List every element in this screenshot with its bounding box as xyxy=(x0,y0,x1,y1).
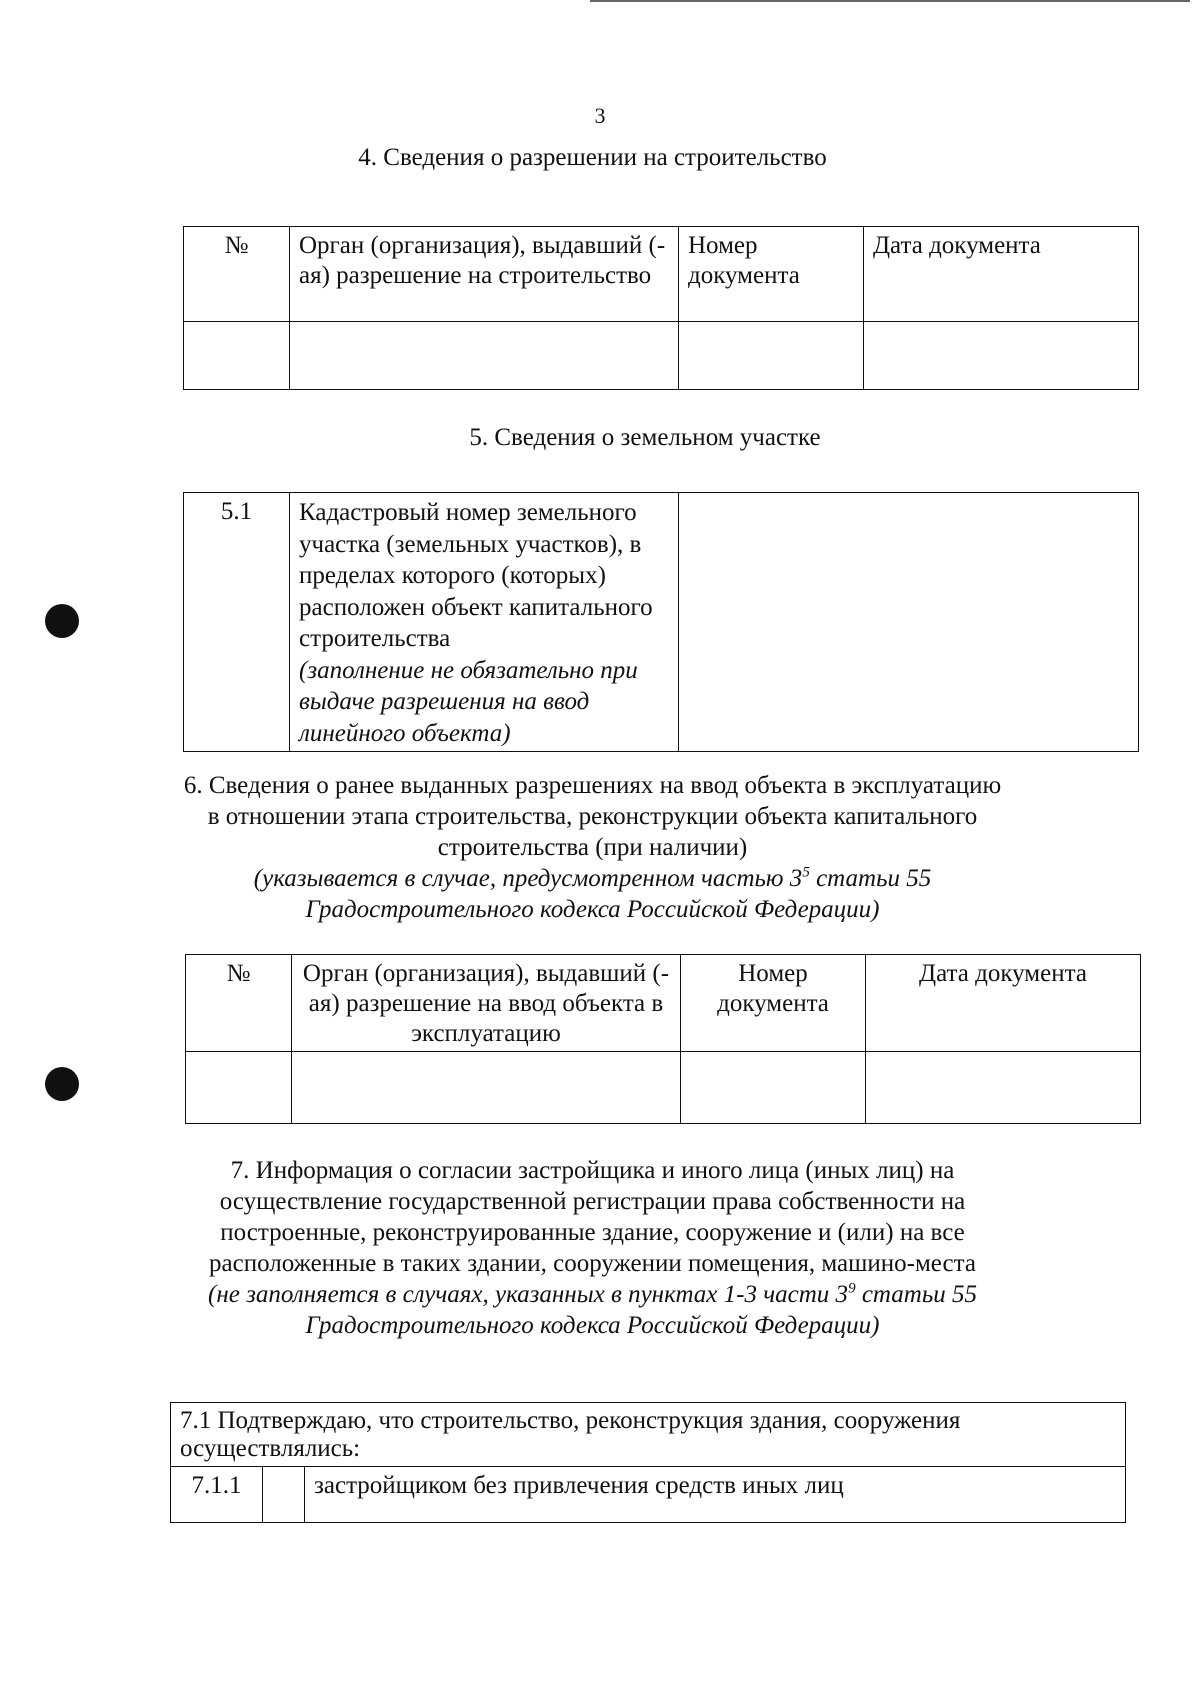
section6-title-line2: в отношении этапа строительства, реконструкции объекта капитального xyxy=(207,803,978,830)
cell-document-date[interactable] xyxy=(866,1052,1141,1124)
section6-title xyxy=(0,770,1185,925)
section6-title-line3: строительства (при наличии) xyxy=(437,834,748,861)
cell-cadastral-number-value[interactable] xyxy=(679,493,1139,752)
header-document-number: Номер документа xyxy=(681,955,866,1052)
cell-authority[interactable] xyxy=(292,1052,681,1124)
table-row xyxy=(184,493,1139,752)
table-row xyxy=(184,322,1139,390)
table-row xyxy=(171,1467,1126,1523)
scan-top-edge-line xyxy=(590,0,1190,2)
section7-note-post: статьи 55 xyxy=(855,1281,977,1308)
confirm-text: 7.1 Подтверждаю, что строительство, реконструкция здания, сооружения осуществлялись: xyxy=(171,1403,1126,1467)
cell-document-date[interactable] xyxy=(864,322,1139,390)
table-row xyxy=(186,1052,1141,1124)
section4-title: 4. Сведения о разрешении на строительство xyxy=(358,144,827,171)
section7-title-line4: расположенные в таких здании, сооружении помещения, машино-места xyxy=(209,1250,976,1277)
section7-note-pre: (не заполняется в случаях, указанных в пунктах 1-3 части 3 xyxy=(208,1281,849,1308)
section4-table xyxy=(183,226,1139,390)
table-header-row xyxy=(186,955,1141,1052)
section7-title-line2: осуществление государственной регистрации права собственности на xyxy=(219,1188,966,1215)
section5-table xyxy=(183,492,1139,752)
section6-note-sup: 5 xyxy=(802,864,810,881)
header-document-date: Дата документа xyxy=(866,955,1141,1052)
option-checkbox[interactable] xyxy=(263,1467,305,1523)
header-authority: Орган (организация), выдавший (-ая) разрешение на ввод объекта в эксплуатацию xyxy=(292,955,681,1052)
section6-title-line1: 6. Сведения о ранее выданных разрешениях на ввод объекта в эксплуатацию xyxy=(183,772,1002,799)
item-label-text: Кадастровый номер земельного участка (земельных участков), в пределах которого (которых) расположен объект капитального строительства xyxy=(299,499,653,652)
section6-note-pre: (указывается в случае, предусмотренном частью 3 xyxy=(253,865,803,892)
option-number: 7.1.1 xyxy=(171,1467,263,1523)
section7-note-line2: Градостроительного кодекса Российской Федерации) xyxy=(305,1312,880,1339)
header-document-date: Дата документа xyxy=(864,227,1139,322)
cell-number[interactable] xyxy=(184,322,290,390)
section7-title-line3: построенные, реконструированные здание, сооружение и (или) на все xyxy=(220,1219,965,1246)
header-authority: Орган (организация), выдавший (-ая) разрешение на строительство xyxy=(290,227,679,322)
cell-item-number: 5.1 xyxy=(184,493,290,752)
cell-number[interactable] xyxy=(186,1052,292,1124)
cell-item-label xyxy=(290,493,679,752)
section6-note-line2: Градостроительного кодекса Российской Федерации) xyxy=(305,896,880,923)
section7-note-sup: 9 xyxy=(848,1280,856,1297)
section6-note-line1 xyxy=(0,863,1185,894)
section7-note-line1 xyxy=(0,1279,1185,1310)
header-number: № xyxy=(184,227,290,322)
section6-table xyxy=(185,954,1141,1124)
cell-document-number[interactable] xyxy=(681,1052,866,1124)
section6-note-post: статьи 55 xyxy=(809,865,932,892)
item-note-text: (заполнение не обязательно при выдаче разрешения на ввод линейного объекта) xyxy=(299,656,638,747)
punch-hole-icon xyxy=(45,604,79,638)
section5-title: 5. Сведения о земельном участке xyxy=(469,424,821,451)
header-document-number: Номер документа xyxy=(679,227,864,322)
confirm-row xyxy=(171,1403,1126,1467)
cell-document-number[interactable] xyxy=(679,322,864,390)
section7-table xyxy=(170,1402,1126,1523)
option-text: застройщиком без привлечения средств иных лиц xyxy=(305,1467,1126,1523)
section7-title xyxy=(0,1155,1185,1341)
table-header-row xyxy=(184,227,1139,322)
page-number: 3 xyxy=(594,103,606,128)
punch-hole-icon xyxy=(45,1067,79,1101)
header-number: № xyxy=(186,955,292,1052)
section7-title-line1: 7. Информация о согласии застройщика и иного лица (иных лиц) на xyxy=(230,1157,955,1184)
cell-authority[interactable] xyxy=(290,322,679,390)
